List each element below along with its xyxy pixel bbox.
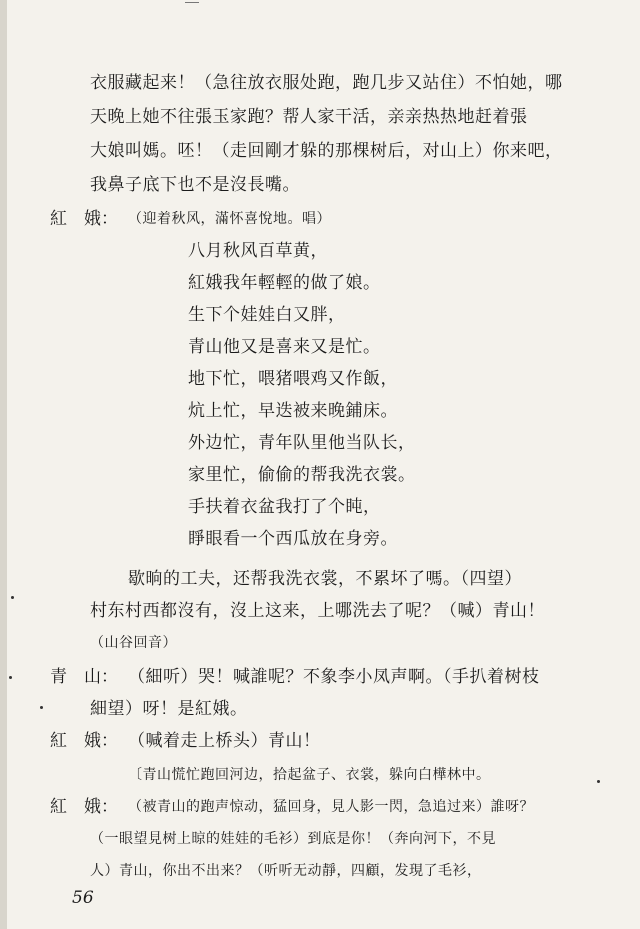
speaker-qing-shan: 青 山： <box>50 667 118 687</box>
song-line-6: 炕上忙，早迭被来晚鋪床。 <box>188 401 398 421</box>
stage-direction-2: 〔青山慌忙跑回河边，拾起盆子、衣裳，躲向白樺林中。 <box>128 767 491 783</box>
song-line-7: 外边忙，青年队里他当队长， <box>188 433 416 453</box>
text-line-4: 我鼻子底下也不是沒長嘴。 <box>90 175 300 195</box>
speck <box>40 706 43 709</box>
top-mark <box>185 2 199 3</box>
page-number: 56 <box>72 888 94 908</box>
song-line-3: 生下个娃娃白又胖， <box>188 305 346 325</box>
song-line-4: 青山他又是喜来又是忙。 <box>188 337 381 357</box>
song-line-5: 地下忙，喂猪喂鸡又作飯， <box>188 369 398 389</box>
text-line-7: （細听）哭！喊誰呢？不象李小凤声啊。（手扒着树枝 <box>128 667 540 687</box>
text-line-2: 天晚上她不往張玉家跑？帮人家干活，亲亲热热地赶着張 <box>90 107 528 127</box>
song-line-9: 手扶着衣盆我打了个盹， <box>188 497 381 517</box>
speaker-hong-e-1: 紅 娥： <box>50 209 118 229</box>
speck <box>597 780 600 783</box>
stage-direction-echo: （山谷回音） <box>90 635 177 651</box>
text-line-12: 人）青山，你出不出来？（听听无动靜，四顧，发現了毛衫， <box>90 863 482 879</box>
text-line-11: （一眼望見树上晾的娃娃的毛衫）到底是你！（奔向河下，不見 <box>90 831 496 847</box>
speck <box>9 676 12 679</box>
stage-direction-1: （迎着秋风，滿怀喜悅地。唱） <box>128 211 331 227</box>
page-edge-shadow <box>0 0 7 929</box>
song-line-2: 紅娥我年輕輕的做了娘。 <box>188 273 381 293</box>
song-line-1: 八月秋风百草黄， <box>188 241 328 261</box>
text-line-6: 村东村西都沒有，沒上这来，上哪洗去了呢？（喊）青山！ <box>90 601 545 621</box>
text-line-10: （被青山的跑声惊动，猛回身，見人影一閃，急追过来）誰呀？ <box>128 799 534 815</box>
text-line-3: 大娘叫媽。呸！（走回剛才躲的那棵树后，对山上）你来吧， <box>90 141 563 161</box>
text-line-9: （喊着走上桥头）青山！ <box>128 731 321 751</box>
song-line-8: 家里忙，偷偷的帮我洗衣裳。 <box>188 465 416 485</box>
text-line-8: 細望）呀！是紅娥。 <box>90 699 248 719</box>
speaker-hong-e-2: 紅 娥： <box>50 731 118 751</box>
song-line-10: 睜眼看一个西瓜放在身旁。 <box>188 529 398 549</box>
speaker-hong-e-3: 紅 娥： <box>50 797 118 817</box>
speck <box>11 596 14 599</box>
text-line-5: 歇晌的工夫，还帮我洗衣裳，不累坏了嗎。（四望） <box>128 569 522 589</box>
text-line-1: 衣服藏起来！（急往放衣服处跑，跑几步又站住）不怕她，哪 <box>90 73 563 93</box>
